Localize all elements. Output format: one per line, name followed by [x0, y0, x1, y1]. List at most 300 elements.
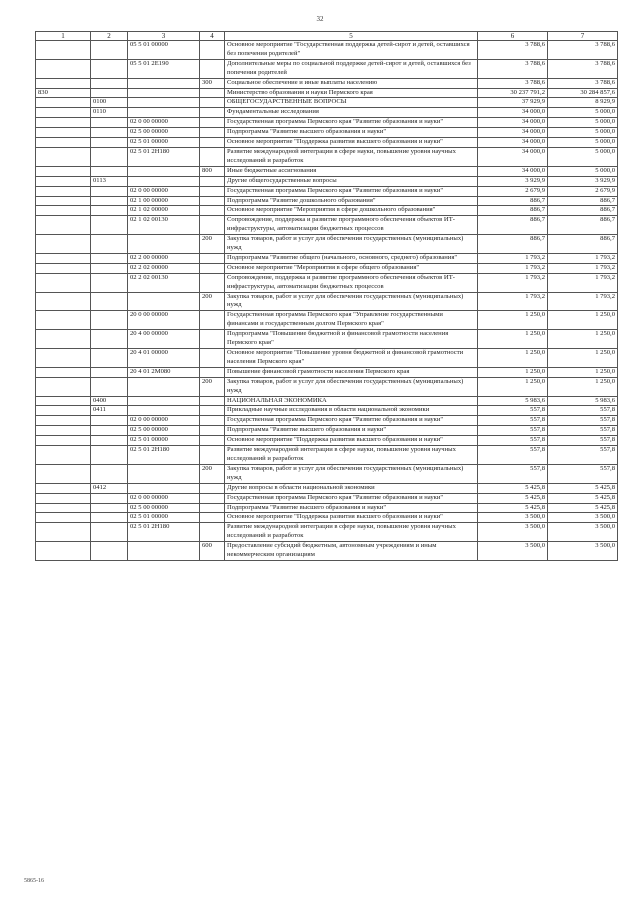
amount-year1-cell: 886,7: [478, 235, 548, 254]
amount-year2-cell: 557,8: [548, 464, 618, 483]
subsection-code-cell: 0400: [91, 396, 128, 406]
description-cell: Фундаментальные исследования: [225, 108, 478, 118]
description-cell: ОБЩЕГОСУДАРСТВЕННЫЕ ВОПРОСЫ: [225, 98, 478, 108]
subsection-code-cell: [91, 206, 128, 216]
subsection-code-cell: 0110: [91, 108, 128, 118]
amount-year1-cell: 557,8: [478, 464, 548, 483]
table-row: [36, 416, 618, 426]
table-row: [36, 311, 618, 330]
target-article-cell: [128, 108, 200, 118]
subsection-code-cell: [91, 59, 128, 78]
expense-type-cell: [200, 503, 225, 513]
section-code-cell: [36, 416, 91, 426]
table-row: [36, 206, 618, 216]
target-article-cell: 02 0 00 00000: [128, 186, 200, 196]
amount-year2-cell: 557,8: [548, 446, 618, 465]
expense-type-cell: [200, 176, 225, 186]
section-code-cell: [36, 311, 91, 330]
amount-year2-cell: 5 000,0: [548, 138, 618, 148]
amount-year2-cell: 886,7: [548, 216, 618, 235]
description-cell: Государственная программа Пермского края "Развитие образования и науки": [225, 416, 478, 426]
description-cell: Подпрограмма "Развитие высшего образования и науки": [225, 426, 478, 436]
table-row: [36, 88, 618, 98]
subsection-code-cell: [91, 216, 128, 235]
target-article-cell: 20 4 01 2М080: [128, 367, 200, 377]
section-code-cell: [36, 78, 91, 88]
amount-year2-cell: 5 983,6: [548, 396, 618, 406]
section-code-cell: [36, 542, 91, 561]
amount-year1-cell: 557,8: [478, 436, 548, 446]
amount-year2-cell: 30 284 857,6: [548, 88, 618, 98]
subsection-code-cell: [91, 128, 128, 138]
description-cell: Закупка товаров, работ и услуг для обеспечения государственных (муниципальных) нужд: [225, 377, 478, 396]
expense-type-cell: [200, 59, 225, 78]
subsection-code-cell: [91, 147, 128, 166]
section-code-cell: [36, 98, 91, 108]
description-cell: Государственная программа Пермского края "Развитие образования и науки": [225, 186, 478, 196]
description-cell: Закупка товаров, работ и услуг для обеспечения государственных (муниципальных) нужд: [225, 464, 478, 483]
table-row: [36, 446, 618, 465]
amount-year2-cell: 886,7: [548, 206, 618, 216]
table-row: [36, 41, 618, 60]
section-code-cell: [36, 523, 91, 542]
description-cell: Другие общегосударственные вопросы: [225, 176, 478, 186]
target-article-cell: 02 5 01 00000: [128, 436, 200, 446]
expense-type-cell: [200, 196, 225, 206]
description-cell: Основное мероприятие "Повышение уровня бюджетной и финансовой грамотности населения Пермского края": [225, 349, 478, 368]
target-article-cell: 02 2 02 00130: [128, 273, 200, 292]
expense-type-cell: [200, 436, 225, 446]
subsection-code-cell: [91, 523, 128, 542]
expense-type-cell: [200, 493, 225, 503]
subsection-code-cell: 0113: [91, 176, 128, 186]
table-row: [36, 503, 618, 513]
section-code-cell: [36, 196, 91, 206]
subsection-code-cell: [91, 311, 128, 330]
amount-year1-cell: 3 500,0: [478, 542, 548, 561]
table-row: [36, 128, 618, 138]
table-row: [36, 216, 618, 235]
amount-year1-cell: 34 000,0: [478, 128, 548, 138]
description-cell: Социальное обеспечение и иные выплаты населению: [225, 78, 478, 88]
amount-year1-cell: 3 788,6: [478, 41, 548, 60]
table-row: [36, 118, 618, 128]
target-article-cell: 02 2 00 00000: [128, 253, 200, 263]
description-cell: Подпрограмма "Повышение бюджетной и финансовой грамотности населения Пермского края": [225, 330, 478, 349]
subsection-code-cell: [91, 273, 128, 292]
subsection-code-cell: [91, 542, 128, 561]
section-code-cell: [36, 503, 91, 513]
amount-year1-cell: 34 000,0: [478, 118, 548, 128]
description-cell: Сопровождение, поддержка и развитие программного обеспечения объектов ИТ-инфраструктуры, автоматизации бюджетных процессов: [225, 273, 478, 292]
amount-year1-cell: 37 929,9: [478, 98, 548, 108]
target-article-cell: 02 5 00 00000: [128, 503, 200, 513]
description-cell: Развитие международной интеграции в сфере науки, повышение уровня научных исследований и разработок: [225, 523, 478, 542]
subsection-code-cell: [91, 426, 128, 436]
subsection-code-cell: [91, 292, 128, 311]
expense-type-cell: 200: [200, 235, 225, 254]
subsection-code-cell: 0100: [91, 98, 128, 108]
table-row: [36, 176, 618, 186]
amount-year1-cell: 3 500,0: [478, 523, 548, 542]
expense-type-cell: [200, 118, 225, 128]
table-row: [36, 513, 618, 523]
subsection-code-cell: [91, 367, 128, 377]
expense-type-cell: [200, 311, 225, 330]
amount-year1-cell: 3 500,0: [478, 513, 548, 523]
target-article-cell: 02 5 01 2Н180: [128, 523, 200, 542]
table-row: [36, 493, 618, 503]
section-code-cell: [36, 253, 91, 263]
amount-year1-cell: 34 000,0: [478, 108, 548, 118]
amount-year2-cell: 3 500,0: [548, 513, 618, 523]
expense-type-cell: [200, 349, 225, 368]
target-article-cell: 02 5 01 00000: [128, 138, 200, 148]
amount-year2-cell: 3 929,9: [548, 176, 618, 186]
table-row: [36, 263, 618, 273]
target-article-cell: [128, 166, 200, 176]
target-article-cell: 05 5 01 00000: [128, 41, 200, 60]
description-cell: Государственная программа Пермского края "Развитие образования и науки": [225, 118, 478, 128]
amount-year2-cell: 557,8: [548, 406, 618, 416]
table-row: [36, 273, 618, 292]
subsection-code-cell: [91, 349, 128, 368]
amount-year1-cell: 1 793,2: [478, 273, 548, 292]
table-row: [36, 377, 618, 396]
amount-year2-cell: 3 500,0: [548, 542, 618, 561]
target-article-cell: [128, 483, 200, 493]
description-cell: Подпрограмма "Развитие высшего образования и науки": [225, 503, 478, 513]
target-article-cell: 02 0 00 00000: [128, 416, 200, 426]
description-cell: Дополнительные меры по социальной поддержке детей-сирот и детей, оставшихся без попечения родителей: [225, 59, 478, 78]
description-cell: Основное мероприятие "Мероприятия в сфере общего образования": [225, 263, 478, 273]
amount-year2-cell: 8 929,9: [548, 98, 618, 108]
column-number: 4: [200, 32, 225, 41]
expense-type-cell: 200: [200, 464, 225, 483]
section-code-cell: [36, 59, 91, 78]
target-article-cell: 02 5 01 2Н180: [128, 446, 200, 465]
expense-type-cell: [200, 41, 225, 60]
amount-year2-cell: 1 250,0: [548, 367, 618, 377]
subsection-code-cell: [91, 118, 128, 128]
section-code-cell: [36, 426, 91, 436]
expense-type-cell: [200, 263, 225, 273]
description-cell: Государственная программа Пермского края "Развитие образования и науки": [225, 493, 478, 503]
target-article-cell: 05 5 01 2Е190: [128, 59, 200, 78]
section-code-cell: [36, 292, 91, 311]
target-article-cell: 02 1 02 00000: [128, 206, 200, 216]
section-code-cell: [36, 147, 91, 166]
expense-type-cell: [200, 147, 225, 166]
table-row: [36, 138, 618, 148]
subsection-code-cell: [91, 493, 128, 503]
table-row: [36, 464, 618, 483]
amount-year2-cell: 886,7: [548, 235, 618, 254]
expense-type-cell: [200, 523, 225, 542]
target-article-cell: [128, 406, 200, 416]
target-article-cell: 02 5 00 00000: [128, 426, 200, 436]
expense-type-cell: [200, 446, 225, 465]
description-cell: Основное мероприятие "Государственная поддержка детей-сирот и детей, оставшихся без попечения родителей": [225, 41, 478, 60]
target-article-cell: 20 4 00 00000: [128, 330, 200, 349]
amount-year2-cell: 5 000,0: [548, 118, 618, 128]
target-article-cell: [128, 78, 200, 88]
amount-year1-cell: 1 250,0: [478, 367, 548, 377]
amount-year2-cell: 5 000,0: [548, 147, 618, 166]
amount-year2-cell: 557,8: [548, 436, 618, 446]
amount-year1-cell: 1 250,0: [478, 311, 548, 330]
amount-year2-cell: 3 788,6: [548, 78, 618, 88]
target-article-cell: 02 1 00 00000: [128, 196, 200, 206]
target-article-cell: [128, 88, 200, 98]
expense-type-cell: [200, 406, 225, 416]
description-cell: НАЦИОНАЛЬНАЯ ЭКОНОМИКА: [225, 396, 478, 406]
target-article-cell: [128, 377, 200, 396]
column-number: 3: [128, 32, 200, 41]
subsection-code-cell: [91, 186, 128, 196]
table-body: [36, 32, 618, 561]
subsection-code-cell: [91, 377, 128, 396]
subsection-code-cell: [91, 253, 128, 263]
amount-year2-cell: 557,8: [548, 426, 618, 436]
section-code-cell: [36, 206, 91, 216]
amount-year1-cell: 34 000,0: [478, 166, 548, 176]
amount-year2-cell: 1 250,0: [548, 349, 618, 368]
amount-year2-cell: 886,7: [548, 196, 618, 206]
description-cell: Другие вопросы в области национальной экономики: [225, 483, 478, 493]
amount-year1-cell: 886,7: [478, 206, 548, 216]
column-number: 5: [225, 32, 478, 41]
amount-year1-cell: 1 250,0: [478, 377, 548, 396]
description-cell: Повышение финансовой грамотности населения Пермского края: [225, 367, 478, 377]
subsection-code-cell: [91, 464, 128, 483]
amount-year2-cell: 5 425,8: [548, 483, 618, 493]
section-code-cell: [36, 263, 91, 273]
description-cell: Основное мероприятие "Мероприятия в сфере дошкольного образования": [225, 206, 478, 216]
column-number: 2: [91, 32, 128, 41]
target-article-cell: 02 1 02 00130: [128, 216, 200, 235]
amount-year1-cell: 886,7: [478, 216, 548, 235]
amount-year2-cell: 5 000,0: [548, 108, 618, 118]
target-article-cell: 20 0 00 00000: [128, 311, 200, 330]
section-code-cell: [36, 377, 91, 396]
subsection-code-cell: [91, 503, 128, 513]
amount-year1-cell: 34 000,0: [478, 138, 548, 148]
page-number: 32: [316, 15, 324, 23]
column-number: 7: [548, 32, 618, 41]
amount-year2-cell: 1 793,2: [548, 253, 618, 263]
expense-type-cell: [200, 128, 225, 138]
amount-year1-cell: 34 000,0: [478, 147, 548, 166]
description-cell: Сопровождение, поддержка и развитие программного обеспечения объектов ИТ-инфраструктуры, автоматизации бюджетных процессов: [225, 216, 478, 235]
amount-year1-cell: 30 237 791,2: [478, 88, 548, 98]
amount-year1-cell: 5 425,8: [478, 483, 548, 493]
target-article-cell: [128, 176, 200, 186]
subsection-code-cell: [91, 88, 128, 98]
description-cell: Подпрограмма "Развитие общего (начального, основного, среднего) образования": [225, 253, 478, 263]
subsection-code-cell: 0412: [91, 483, 128, 493]
table-row: [36, 426, 618, 436]
target-article-cell: 02 5 00 00000: [128, 128, 200, 138]
target-article-cell: [128, 98, 200, 108]
budget-table: [35, 31, 618, 561]
table-row: [36, 235, 618, 254]
amount-year1-cell: 557,8: [478, 426, 548, 436]
section-code-cell: [36, 513, 91, 523]
subsection-code-cell: [91, 330, 128, 349]
expense-type-cell: [200, 416, 225, 426]
amount-year1-cell: 557,8: [478, 446, 548, 465]
amount-year1-cell: 1 793,2: [478, 263, 548, 273]
table-row: [36, 483, 618, 493]
column-number: 6: [478, 32, 548, 41]
table-row: [36, 349, 618, 368]
amount-year1-cell: 557,8: [478, 416, 548, 426]
amount-year2-cell: 5 425,8: [548, 493, 618, 503]
target-article-cell: [128, 396, 200, 406]
amount-year1-cell: 557,8: [478, 406, 548, 416]
description-cell: Государственная программа Пермского края "Управление государственными финансами и государственным долгом Пермского края": [225, 311, 478, 330]
table-row: [36, 186, 618, 196]
description-cell: Министерство образования и науки Пермского края: [225, 88, 478, 98]
expense-type-cell: [200, 186, 225, 196]
amount-year2-cell: 1 250,0: [548, 311, 618, 330]
expense-type-cell: [200, 216, 225, 235]
table-row: [36, 78, 618, 88]
expense-type-cell: [200, 330, 225, 349]
amount-year2-cell: 1 793,2: [548, 273, 618, 292]
section-code-cell: [36, 216, 91, 235]
amount-year2-cell: 5 425,8: [548, 503, 618, 513]
table-row: [36, 108, 618, 118]
table-row: [36, 436, 618, 446]
subsection-code-cell: [91, 166, 128, 176]
subsection-code-cell: [91, 138, 128, 148]
amount-year1-cell: 1 250,0: [478, 349, 548, 368]
section-code-cell: [36, 464, 91, 483]
expense-type-cell: [200, 273, 225, 292]
table-row: [36, 196, 618, 206]
subsection-code-cell: [91, 513, 128, 523]
section-code-cell: [36, 349, 91, 368]
subsection-code-cell: 0411: [91, 406, 128, 416]
section-code-cell: [36, 108, 91, 118]
table-row: [36, 292, 618, 311]
amount-year1-cell: 5 983,6: [478, 396, 548, 406]
table-row: [36, 166, 618, 176]
table-row: [36, 59, 618, 78]
amount-year2-cell: 557,8: [548, 416, 618, 426]
scan-code: 5865-16: [24, 878, 44, 884]
expense-type-cell: 800: [200, 166, 225, 176]
amount-year2-cell: 1 793,2: [548, 292, 618, 311]
expense-type-cell: [200, 253, 225, 263]
section-code-cell: [36, 186, 91, 196]
section-code-cell: [36, 330, 91, 349]
target-article-cell: 02 2 02 00000: [128, 263, 200, 273]
section-code-cell: [36, 493, 91, 503]
table-row: [36, 542, 618, 561]
amount-year2-cell: 1 793,2: [548, 263, 618, 273]
description-cell: Основное мероприятие "Поддержка развития высшего образования и науки": [225, 513, 478, 523]
amount-year1-cell: 1 250,0: [478, 330, 548, 349]
expense-type-cell: [200, 88, 225, 98]
table-row: [36, 406, 618, 416]
section-code-cell: [36, 118, 91, 128]
description-cell: Иные бюджетные ассигнования: [225, 166, 478, 176]
amount-year1-cell: 3 788,6: [478, 78, 548, 88]
table-row: [36, 98, 618, 108]
table-row: [36, 147, 618, 166]
amount-year2-cell: 3 788,6: [548, 59, 618, 78]
subsection-code-cell: [91, 235, 128, 254]
section-code-cell: [36, 166, 91, 176]
section-code-cell: [36, 436, 91, 446]
expense-type-cell: [200, 513, 225, 523]
table-row: [36, 253, 618, 263]
target-article-cell: [128, 464, 200, 483]
amount-year2-cell: 2 679,9: [548, 186, 618, 196]
expense-type-cell: 300: [200, 78, 225, 88]
expense-type-cell: 200: [200, 377, 225, 396]
description-cell: Закупка товаров, работ и услуг для обеспечения государственных (муниципальных) нужд: [225, 235, 478, 254]
subsection-code-cell: [91, 416, 128, 426]
expense-type-cell: [200, 206, 225, 216]
amount-year1-cell: 1 793,2: [478, 292, 548, 311]
table-row: [36, 396, 618, 406]
amount-year2-cell: 3 500,0: [548, 523, 618, 542]
target-article-cell: [128, 292, 200, 311]
section-code-cell: 830: [36, 88, 91, 98]
target-article-cell: 02 5 01 00000: [128, 513, 200, 523]
description-cell: Основное мероприятие "Поддержка развития высшего образования и науки": [225, 436, 478, 446]
section-code-cell: [36, 367, 91, 377]
expense-type-cell: [200, 426, 225, 436]
target-article-cell: [128, 235, 200, 254]
description-cell: Развитие международной интеграции в сфере науки, повышение уровня научных исследований и разработок: [225, 147, 478, 166]
section-code-cell: [36, 128, 91, 138]
target-article-cell: 02 0 00 00000: [128, 493, 200, 503]
subsection-code-cell: [91, 436, 128, 446]
description-cell: Развитие международной интеграции в сфере науки, повышение уровня научных исследований и разработок: [225, 446, 478, 465]
description-cell: Предоставление субсидий бюджетным, автономным учреждениям и иным некоммерческим организациям: [225, 542, 478, 561]
expense-type-cell: 200: [200, 292, 225, 311]
section-code-cell: [36, 235, 91, 254]
section-code-cell: [36, 41, 91, 60]
target-article-cell: 02 0 00 00000: [128, 118, 200, 128]
description-cell: Закупка товаров, работ и услуг для обеспечения государственных (муниципальных) нужд: [225, 292, 478, 311]
amount-year1-cell: 886,7: [478, 196, 548, 206]
section-code-cell: [36, 446, 91, 465]
subsection-code-cell: [91, 41, 128, 60]
description-cell: Основное мероприятие "Поддержка развития высшего образования и науки": [225, 138, 478, 148]
amount-year2-cell: 1 250,0: [548, 330, 618, 349]
section-code-cell: [36, 176, 91, 186]
section-code-cell: [36, 273, 91, 292]
amount-year1-cell: 3 929,9: [478, 176, 548, 186]
amount-year1-cell: 1 793,2: [478, 253, 548, 263]
subsection-code-cell: [91, 78, 128, 88]
target-article-cell: 02 5 01 2Н180: [128, 147, 200, 166]
description-cell: Подпрограмма "Развитие высшего образования и науки": [225, 128, 478, 138]
description-cell: Прикладные научные исследования в области национальной экономики: [225, 406, 478, 416]
amount-year2-cell: 1 250,0: [548, 377, 618, 396]
section-code-cell: [36, 483, 91, 493]
target-article-cell: 20 4 01 00000: [128, 349, 200, 368]
description-cell: Подпрограмма "Развитие дошкольного образования": [225, 196, 478, 206]
amount-year1-cell: 3 788,6: [478, 59, 548, 78]
amount-year1-cell: 2 679,9: [478, 186, 548, 196]
